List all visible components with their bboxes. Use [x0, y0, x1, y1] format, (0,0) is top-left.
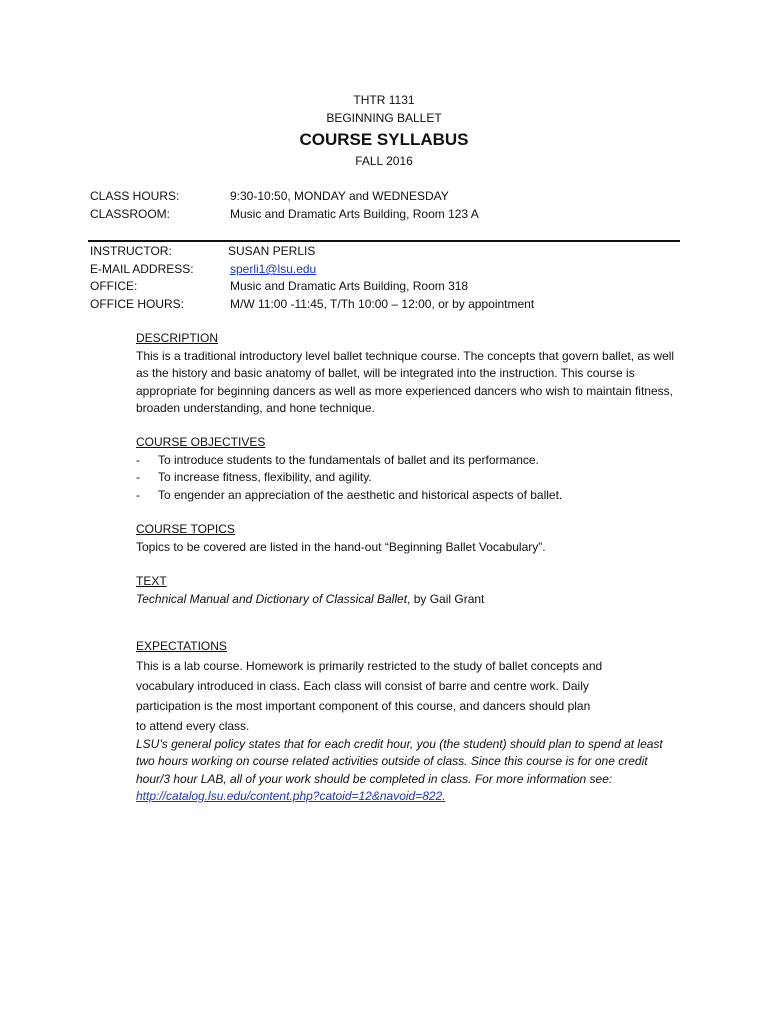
topics-section: [136, 521, 676, 556]
office-hours-label: OFFICE HOURS:: [90, 297, 185, 311]
divider: [88, 240, 680, 242]
classroom-label: CLASSROOM:: [90, 207, 171, 221]
policy-statement: LSU’s general policy states that for each credit hour, you (the student) should plan to spend at least two hours working on course related activities outside of class. Since this course is for one credit hour/3 hour LAB, all of your work should be completed in class. For more information see:: [136, 736, 663, 786]
list-item: [136, 487, 676, 505]
office-row: [90, 279, 468, 293]
objective-text: To increase fitness, flexibility, and agility.: [158, 470, 372, 484]
office-value: Music and Dramatic Arts Building, Room 318: [230, 279, 469, 293]
instructor-label: INSTRUCTOR:: [90, 244, 172, 258]
expectations-line: participation is the most important component of this course, and dancers should plan: [136, 698, 591, 713]
expectations-section: [136, 638, 676, 806]
description-heading: DESCRIPTION: [136, 331, 219, 345]
objectives-list: [136, 452, 676, 505]
objective-text: To introduce students to the fundamentals of ballet and its performance.: [158, 452, 539, 467]
objective-text: To engender an appreciation of the aesthetic and historical aspects of ballet.: [158, 487, 563, 502]
description-section: [136, 330, 676, 418]
expectations-line: vocabulary introduced in class. Each class will consist of barre and centre work. Daily: [136, 678, 589, 693]
book-author: , by Gail Grant: [407, 591, 485, 606]
expectations-line: This is a lab course. Homework is primarily restricted to the study of ballet concepts and: [136, 658, 603, 673]
bullet-dash: -: [136, 487, 140, 502]
term: FALL 2016: [355, 154, 413, 168]
description-text: This is a traditional introductory level ballet technique course. The concepts that govern ballet, as well as the history and basic anatomy of ballet, will be integrated into the instruction. This course is appropriate for beginning dancers as well as more experienced dancers who wish to maintain fitness, broaden understanding, and hone technique.: [136, 348, 675, 415]
class-hours-value: 9:30-10:50, MONDAY and WEDNESDAY: [230, 189, 449, 203]
class-hours-label: CLASS HOURS:: [90, 189, 180, 203]
email-label: E-MAIL ADDRESS:: [90, 262, 194, 276]
classroom-row: [90, 207, 479, 221]
office-hours-value: M/W 11:00 -11:45, T/Th 10:00 – 12:00, or by appointment: [230, 297, 535, 311]
classroom-value: Music and Dramatic Arts Building, Room 123 A: [230, 207, 479, 221]
text-heading: TEXT: [136, 574, 167, 588]
text-section: [136, 573, 676, 608]
policy-text: [136, 736, 670, 806]
instructor-row: [90, 244, 315, 258]
list-item: [136, 452, 676, 470]
book-title: Technical Manual and Dictionary of Classical Ballet: [136, 591, 408, 606]
class-hours-row: [90, 189, 449, 203]
expectations-line: to attend every class.: [136, 718, 250, 733]
instructor-value: SUSAN PERLIS: [228, 244, 316, 258]
expectations-heading: EXPECTATIONS: [136, 639, 227, 653]
objectives-heading: COURSE OBJECTIVES: [136, 435, 266, 449]
topics-text: Topics to be covered are listed in the hand-out “Beginning Ballet Vocabulary”.: [136, 539, 546, 554]
office-hours-row: [90, 297, 534, 311]
objectives-section: [136, 434, 676, 504]
bullet-dash: -: [136, 470, 140, 484]
page-title: COURSE SYLLABUS: [299, 130, 469, 149]
catalog-link[interactable]: http://catalog.lsu.edu/content.php?catoid=12&navoid=822.: [136, 789, 446, 803]
email-row: [90, 262, 316, 276]
office-label: OFFICE:: [90, 279, 138, 293]
topics-heading: COURSE TOPICS: [136, 522, 235, 536]
course-name: BEGINNING BALLET: [326, 111, 442, 125]
list-item: [136, 469, 676, 487]
course-code: THTR 1131: [353, 93, 415, 107]
text-reference: [136, 591, 676, 609]
bullet-dash: -: [136, 452, 140, 467]
email-link[interactable]: sperli1@lsu.edu: [230, 262, 317, 276]
